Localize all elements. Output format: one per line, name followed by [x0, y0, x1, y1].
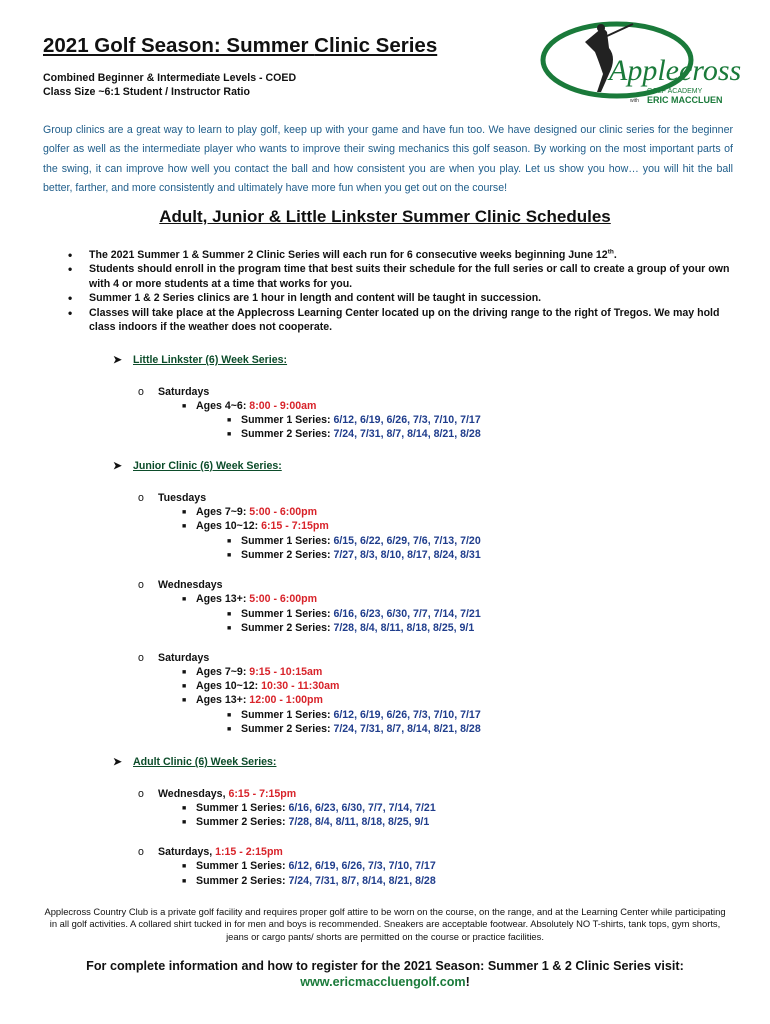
- schedule-heading: Adult, Junior & Little Linkster Summer Clinic Schedules: [159, 207, 611, 226]
- day-row: o Saturdays, 1:15 - 2:15pm: [138, 846, 283, 858]
- series-row: ■ Summer 2 Series: 7/27, 8/3, 8/10, 8/17, 8/24, 8/31: [227, 549, 481, 561]
- adult-clinic-heading: ➤ Adult Clinic (6) Week Series:: [113, 756, 277, 768]
- arrow-bullet-icon: ➤: [113, 756, 122, 768]
- arrow-bullet-icon: ➤: [113, 460, 122, 472]
- logo-by: with: [630, 98, 639, 104]
- bullet-item: • The 2021 Summer 1 & Summer 2 Clinic Series will each run for 6 consecutive weeks beginning June 12th.: [68, 248, 738, 262]
- website-link[interactable]: www.ericmaccluengolf.com: [300, 975, 466, 989]
- bullet-item: • Classes will take place at the Applecross Learning Center located up on the driving range to the right of Tregos. We may hold class indoors if the weather does not cooperate.: [68, 306, 738, 335]
- age-row: ■ Ages 7~9: 5:00 - 6:00pm: [182, 506, 318, 518]
- series-row: ■ Summer 1 Series: 6/12, 6/19, 6/26, 7/3, 7/10, 7/17: [182, 860, 436, 872]
- info-bullets: [68, 248, 738, 334]
- logo-instructor: ERIC MACCLUEN: [647, 95, 723, 105]
- intro-paragraph: Group clinics are a great way to learn to play golf, keep up with your game and have fun too. We have designed our clinic series for the beginner golfer as well as the intermediate player who wants to improve their swing mechanics this golf season. By working on the most important parts of the swing, it can improve how well you contact the ball and how consistent you are when you play. Let us show you how… you will hit the ball better, farther, and more consistently and ultimately have more fun when you get out on the course!: [43, 124, 733, 195]
- series-row: ■ Summer 2 Series: 7/24, 7/31, 8/7, 8/14, 8/21, 8/28: [227, 428, 481, 440]
- day-row: o Saturdays: [138, 386, 210, 398]
- logo-wordmark: Applecross: [609, 54, 742, 87]
- subtitle-levels: Combined Beginner & Intermediate Levels - COED: [43, 72, 297, 84]
- age-row: ■ Ages 7~9: 9:15 - 10:15am: [182, 666, 323, 678]
- series-row: ■ Summer 1 Series: 6/12, 6/19, 6/26, 7/3, 7/10, 7/17: [227, 709, 481, 721]
- registration-cta: For complete information and how to register for the 2021 Season: Summer 1 & 2 Clinic Series visit: www.ericmaccluengolf.com!: [0, 958, 770, 990]
- series-row: ■ Summer 2 Series: 7/24, 7/31, 8/7, 8/14, 8/21, 8/28: [227, 723, 481, 735]
- applecross-logo: [537, 18, 742, 110]
- age-row: ■ Ages 4~6: 8:00 - 9:00am: [182, 399, 316, 414]
- series-row: ■ Summer 1 Series: 6/12, 6/19, 6/26, 7/3, 7/10, 7/17: [227, 414, 481, 426]
- age-row: ■ Ages 10~12: 10:30 - 11:30am: [182, 680, 340, 692]
- arrow-bullet-icon: ➤: [113, 354, 122, 366]
- bullet-item: • Summer 1 & 2 Series clinics are 1 hour in length and content will be taught in succession.: [68, 291, 738, 305]
- day-row: o Wednesdays, 6:15 - 7:15pm: [138, 788, 297, 800]
- subtitle-ratio: Class Size ~6:1 Student / Instructor Ratio: [43, 86, 250, 98]
- page-title: 2021 Golf Season: Summer Clinic Series: [43, 34, 438, 57]
- bullet-item: • Students should enroll in the program time that best suits their schedule for the full series or call to create a group of your own with 4 or more students at a time that works for you.: [68, 262, 738, 291]
- series-row: ■ Summer 2 Series: 7/28, 8/4, 8/11, 8/18, 8/25, 9/1: [182, 816, 430, 828]
- age-row: ■ Ages 10~12: 6:15 - 7:15pm: [182, 520, 329, 532]
- age-row: ■ Ages 13+: 5:00 - 6:00pm: [182, 593, 318, 605]
- cta-text: For complete information and how to register for the 2021 Season: Summer 1 & 2 Clinic Series visit:: [86, 959, 684, 973]
- logo-tagline: GOLF ACADEMY: [647, 88, 703, 95]
- junior-clinic-heading: ➤ Junior Clinic (6) Week Series:: [113, 460, 282, 472]
- square-bullet-icon: ■: [182, 403, 187, 410]
- series-row: ■ Summer 1 Series: 6/16, 6/23, 6/30, 7/7, 7/14, 7/21: [182, 802, 436, 814]
- day-row: o Wednesdays: [138, 579, 223, 591]
- series-row: ■ Summer 1 Series: 6/15, 6/22, 6/29, 7/6, 7/13, 7/20: [227, 535, 481, 547]
- series-row: ■ Summer 2 Series: 7/28, 8/4, 8/11, 8/18, 8/25, 9/1: [227, 622, 475, 634]
- little-linkster-heading: ➤ Little Linkster (6) Week Series:: [113, 354, 288, 366]
- series-row: ■ Summer 2 Series: 7/24, 7/31, 8/7, 8/14, 8/21, 8/28: [182, 875, 436, 887]
- series-row: ■ Summer 1 Series: 6/16, 6/23, 6/30, 7/7, 7/14, 7/21: [227, 608, 481, 620]
- day-row: o Tuesdays: [138, 492, 207, 504]
- day-row: o Saturdays: [138, 652, 210, 664]
- dress-code-note: Applecross Country Club is a private golf facility and requires proper golf attire to be worn on the course, on the range, and at the Learning Center while participating in all golf activities. A collared shirt tucked in for men and boys is recommended. Sneakers are acceptable footwear. Absolutely NO T-shirts, tank tops, gym shorts, jeans or cargo pants/ shorts are permitted on the course or practice facilities.: [44, 906, 726, 942]
- age-row: ■ Ages 13+: 12:00 - 1:00pm: [182, 694, 323, 706]
